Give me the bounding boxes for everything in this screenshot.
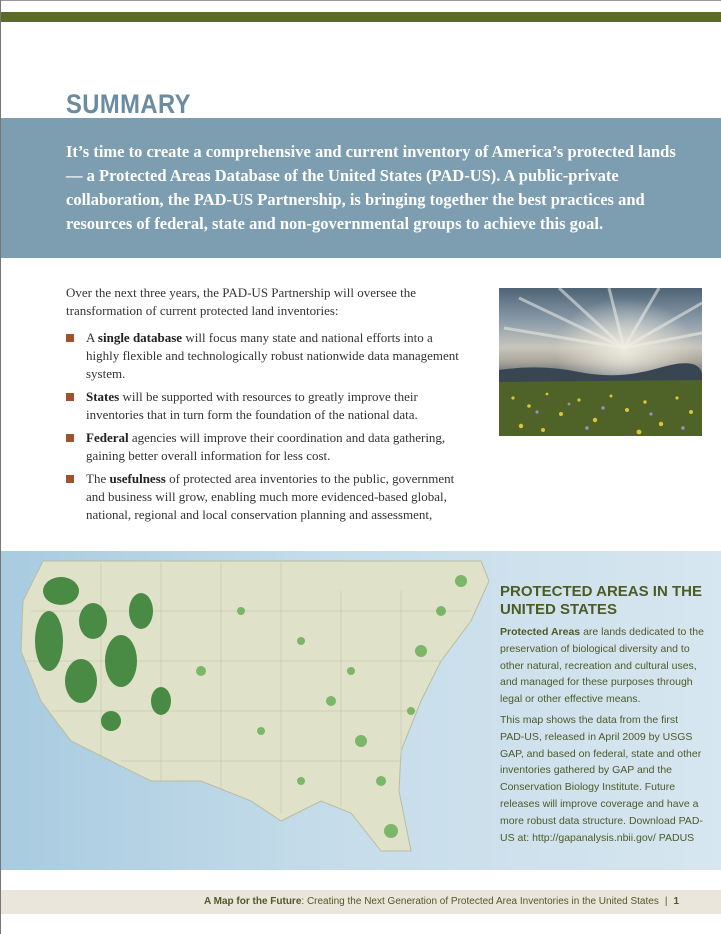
map-section-heading: PROTECTED AREAS IN THE UNITED STATES xyxy=(500,583,702,618)
bullet-square xyxy=(66,393,74,401)
landscape-photo xyxy=(499,288,702,436)
bullet-list xyxy=(66,329,466,529)
bullet-item: Federal agencies will improve their coordination and data gathering, gaining better overall information for less cost. xyxy=(66,429,466,465)
page-frame-top xyxy=(0,0,721,1)
map-paragraph-2: This map shows the data from the first PAD-US, released in April 2009 by USGS GAP, and based on federal, state and other inventories gathered by GAP and the Conservation Biology Institute. Future releases will improve coverage and have a more robust data structure. Download PAD-US at: http://gapanalysis.nbii.gov/ PADUS xyxy=(500,713,703,844)
summary-text: It’s time to create a comprehensive and current inventory of America’s protected lands — a Protected Areas Database of the United States (PAD-US). A public-private collaboration, the PAD-US Partnership, is bringing together the best practices and resources of federal, state and non-governmental groups to achieve this goal. xyxy=(66,142,676,233)
intro-paragraph: Over the next three years, the PAD-US Partnership will oversee the transformation of current protected land inventories: xyxy=(66,285,417,318)
page-footer: A Map for the Future: Creating the Next Generation of Protected Area Inventories in the United States | 1 xyxy=(203,896,679,907)
page-title: SUMMARY xyxy=(66,89,191,119)
page-number: 1 xyxy=(673,896,679,907)
bullet-item: The usefulness of protected area inventories to the public, government and business will grow, enabling much more evidenced-based global, national, regional and local conservation planning and assessment, xyxy=(66,470,466,524)
top-color-band xyxy=(1,12,721,22)
map-section-body xyxy=(500,624,705,850)
bullet-square xyxy=(66,334,74,342)
bullet-square xyxy=(66,434,74,442)
bullet-item: States will be supported with resources to greatly improve their inventories that in turn form the foundation of the national data. xyxy=(66,388,466,424)
bullet-square xyxy=(66,475,74,483)
map-paragraph-1: Protected Areas are lands dedicated to the preservation of biological diversity and to other natural, recreation and cultural uses, and managed for these purposes through legal or other effective means. xyxy=(500,626,704,706)
bullet-item: A single database will focus many state and national efforts into a highly flexible and technologically robust nationwide data management system. xyxy=(66,329,466,383)
